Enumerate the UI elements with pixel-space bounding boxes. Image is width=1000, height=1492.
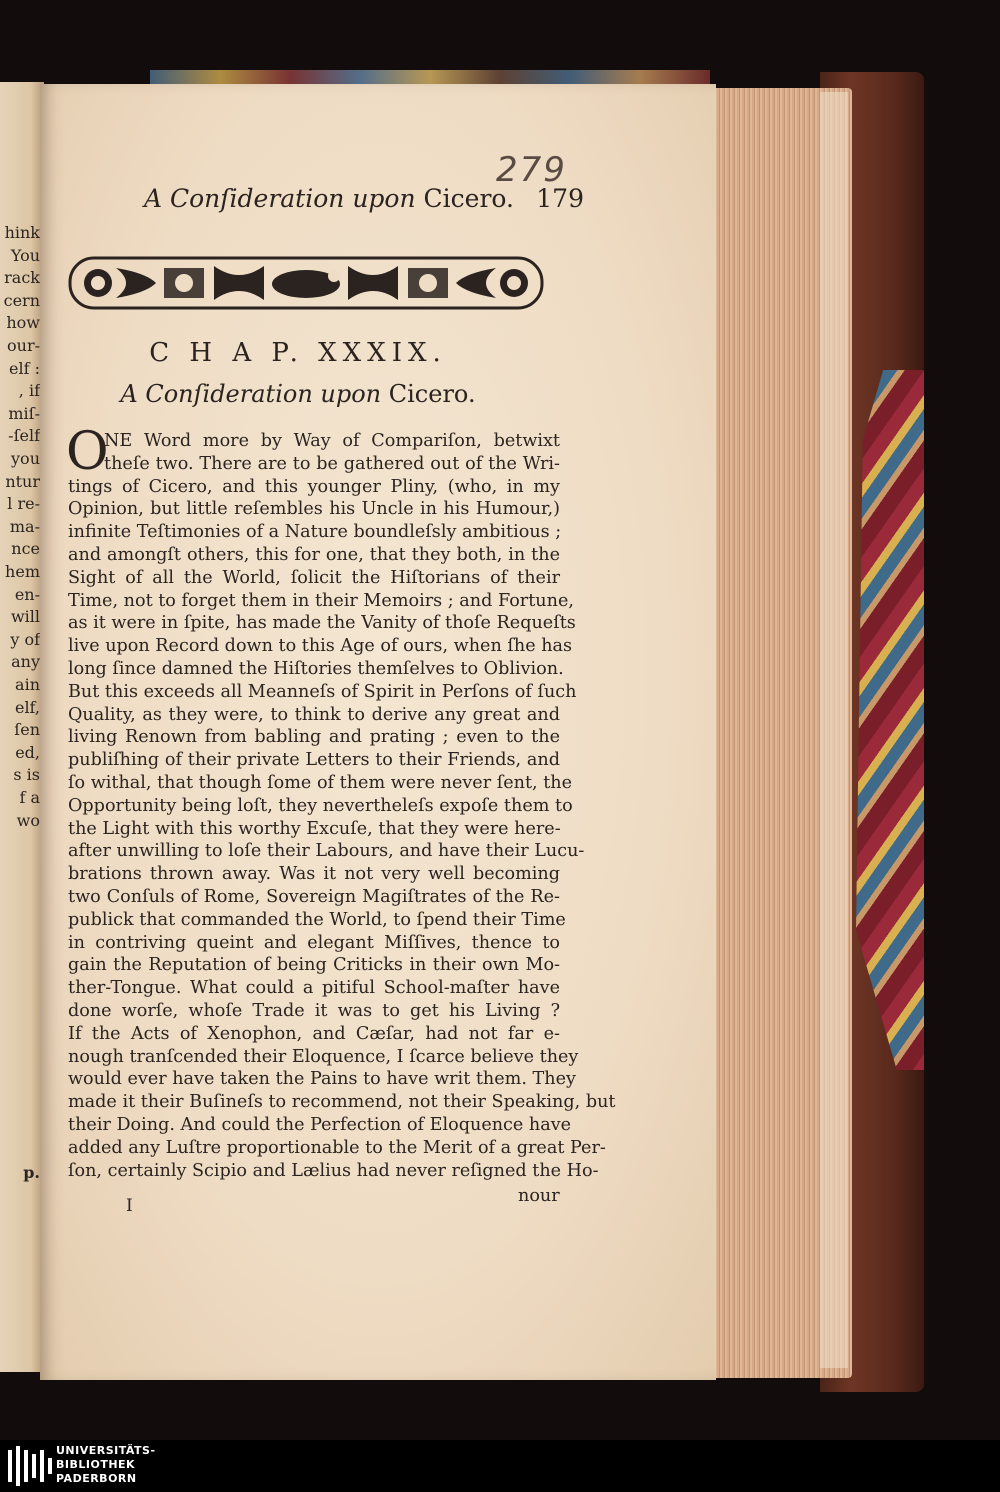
left-page-fragment: will — [10, 607, 40, 627]
body-line: infinite Teſtimonies of a Nature boundleſsly ambitious ; — [68, 522, 562, 543]
left-page-fragment: miſ- — [8, 403, 40, 423]
body-line: living Renown from babling and prating ; even to the — [68, 727, 560, 748]
headpiece-ornament — [68, 254, 544, 312]
left-page-fragment: , if — [18, 381, 40, 401]
body-line: long ſince damned the Hiſtories themſelves to Oblivion. — [68, 658, 564, 679]
logo-line-3: PADERBORN — [56, 1472, 137, 1485]
body-line: If the Acts of Xenophon, and Cæſar, had not far e- — [68, 1023, 560, 1044]
left-page-fragment: l re- — [7, 494, 40, 514]
left-page-fragment: elf, — [14, 697, 40, 717]
left-page-fragment: f a — [19, 788, 40, 807]
left-page-fragment: ntur — [5, 471, 40, 491]
left-page-bottom-text: p. — [23, 1163, 40, 1182]
facing-left-page — [0, 82, 44, 1372]
body-line: the Light with this worthy Excuſe, that they were here- — [68, 818, 561, 839]
marbled-endpaper-corner — [856, 370, 924, 1070]
left-page-fragment: hink — [4, 223, 40, 242]
library-logo-text — [56, 1444, 156, 1486]
left-page-fragment: wo — [16, 810, 40, 830]
body-line: gain the Reputation of being Criticks in their own Mo- — [68, 955, 560, 976]
body-line: as it were in ſpite, has made the Vanity of thoſe Requeſts — [68, 613, 576, 634]
running-head — [144, 184, 584, 213]
body-lines — [66, 422, 616, 1182]
body-line: tings of Cicero, and this younger Pliny, (who, in my — [68, 476, 560, 497]
left-page-fragment: ſen — [14, 720, 40, 740]
left-page-fragment: cern — [3, 290, 40, 310]
body-line: made it their Buſineſs to recommend, not their Speaking, but — [68, 1092, 616, 1113]
left-page-fragment: en- — [14, 584, 40, 604]
body-line: Sight of all the World, ſolicit the Hiſtorians of their — [68, 567, 560, 588]
body-text — [66, 422, 616, 1182]
page-block-highlight — [820, 92, 848, 1368]
page-number: 179 — [536, 184, 584, 213]
left-page-fragment: ma- — [9, 516, 40, 536]
body-line: ſon, certainly Scipio and Lælius had never reſigned the Ho- — [68, 1160, 599, 1181]
left-page-fragment: how — [6, 313, 40, 333]
drop-cap: O — [66, 422, 109, 482]
body-line: Quality, as they were, to think to derive any great and — [68, 704, 560, 725]
library-logo — [0, 1440, 1000, 1492]
body-line: brations thrown away. Was it not very well becoming — [68, 864, 560, 885]
running-head-name: Cicero. — [423, 184, 514, 213]
body-line: in contriving queint and elegant Miſſives, thence to — [68, 932, 560, 953]
body-line: after unwilling to loſe their Labours, and have their Lucu- — [68, 841, 585, 862]
body-line: their Doing. And could the Perfection of Eloquence have — [68, 1114, 572, 1135]
body-line: ther-Tongue. What could a pitiful School-maſter have — [68, 978, 560, 999]
body-line: publick that commanded the World, to ſpend their Time — [68, 909, 566, 930]
chapter-subtitle-name: Cicero. — [388, 380, 476, 408]
body-line: two Conſuls of Rome, Sovereign Magiſtrates of the Re- — [68, 886, 560, 907]
body-line: Time, not to forget them in their Memoirs ; and Fortune, — [68, 590, 574, 611]
left-page-fragment: ed, — [15, 742, 40, 762]
chapter-subtitle-italic: A Conſideration upon — [120, 380, 382, 408]
left-page-fragment: s is — [13, 765, 40, 785]
body-line: Opportunity being loſt, they nevertheleſs expoſe them to — [68, 795, 573, 816]
logo-line-1: UNIVERSITÄTS- — [56, 1444, 156, 1457]
library-logo-mark-icon — [8, 1446, 52, 1486]
left-page-fragment: any — [11, 652, 40, 672]
book-page — [40, 84, 716, 1380]
left-page-fragment: -ſelf — [8, 426, 40, 446]
logo-line-2: BIBLIOTHEK — [56, 1458, 136, 1471]
manuscript-folio-number: 279 — [496, 150, 567, 190]
running-head-title: A Conſideration upon — [144, 184, 416, 213]
left-page-fragment: elf : — [9, 358, 40, 378]
left-page-fragment: our- — [7, 336, 40, 355]
left-page-fragment: rack — [4, 268, 40, 288]
body-line: nough tranſcended their Eloquence, I ſcarce believe they — [68, 1046, 579, 1067]
left-page-fragment: hem — [5, 562, 40, 581]
body-line: publiſhing of their private Letters to their Friends, and — [68, 750, 560, 771]
body-line: added any Luſtre proportionable to the Merit of a great Per- — [68, 1137, 606, 1158]
chapter-subtitle — [40, 380, 556, 408]
body-line: would ever have taken the Pains to have writ them. They — [68, 1069, 576, 1090]
left-page-fragment: y of — [10, 629, 40, 649]
body-line: theſe two. There are to be gathered out of the Wri- — [104, 453, 560, 474]
body-line: live upon Record down to this Age of ours, when ſhe has — [68, 636, 573, 657]
catchword: nour — [518, 1186, 560, 1206]
left-page-fragment: ain — [15, 675, 40, 694]
body-line: and amongſt others, this for one, that they both, in the — [68, 544, 560, 565]
chapter-title: C H A P. XXXIX. — [149, 338, 447, 368]
body-line: Opinion, but little reſembles his Uncle in his Humour,) — [68, 499, 560, 520]
body-line: ſo withal, that though ſome of them were never ſent, the — [68, 772, 573, 793]
left-page-fragment: nce — [11, 539, 40, 559]
signature-mark: I — [126, 1196, 133, 1216]
body-line: But this exceeds all Meanneſs of Spirit in Perſons of ſuch — [68, 681, 577, 702]
body-line: NE Word more by Way of Compariſon, betwixt — [104, 431, 560, 451]
left-page-fragment: you — [11, 449, 40, 468]
left-page-fragment: You — [10, 245, 40, 265]
body-line: done worſe, whoſe Trade it was to get his Living ? — [68, 1000, 560, 1021]
